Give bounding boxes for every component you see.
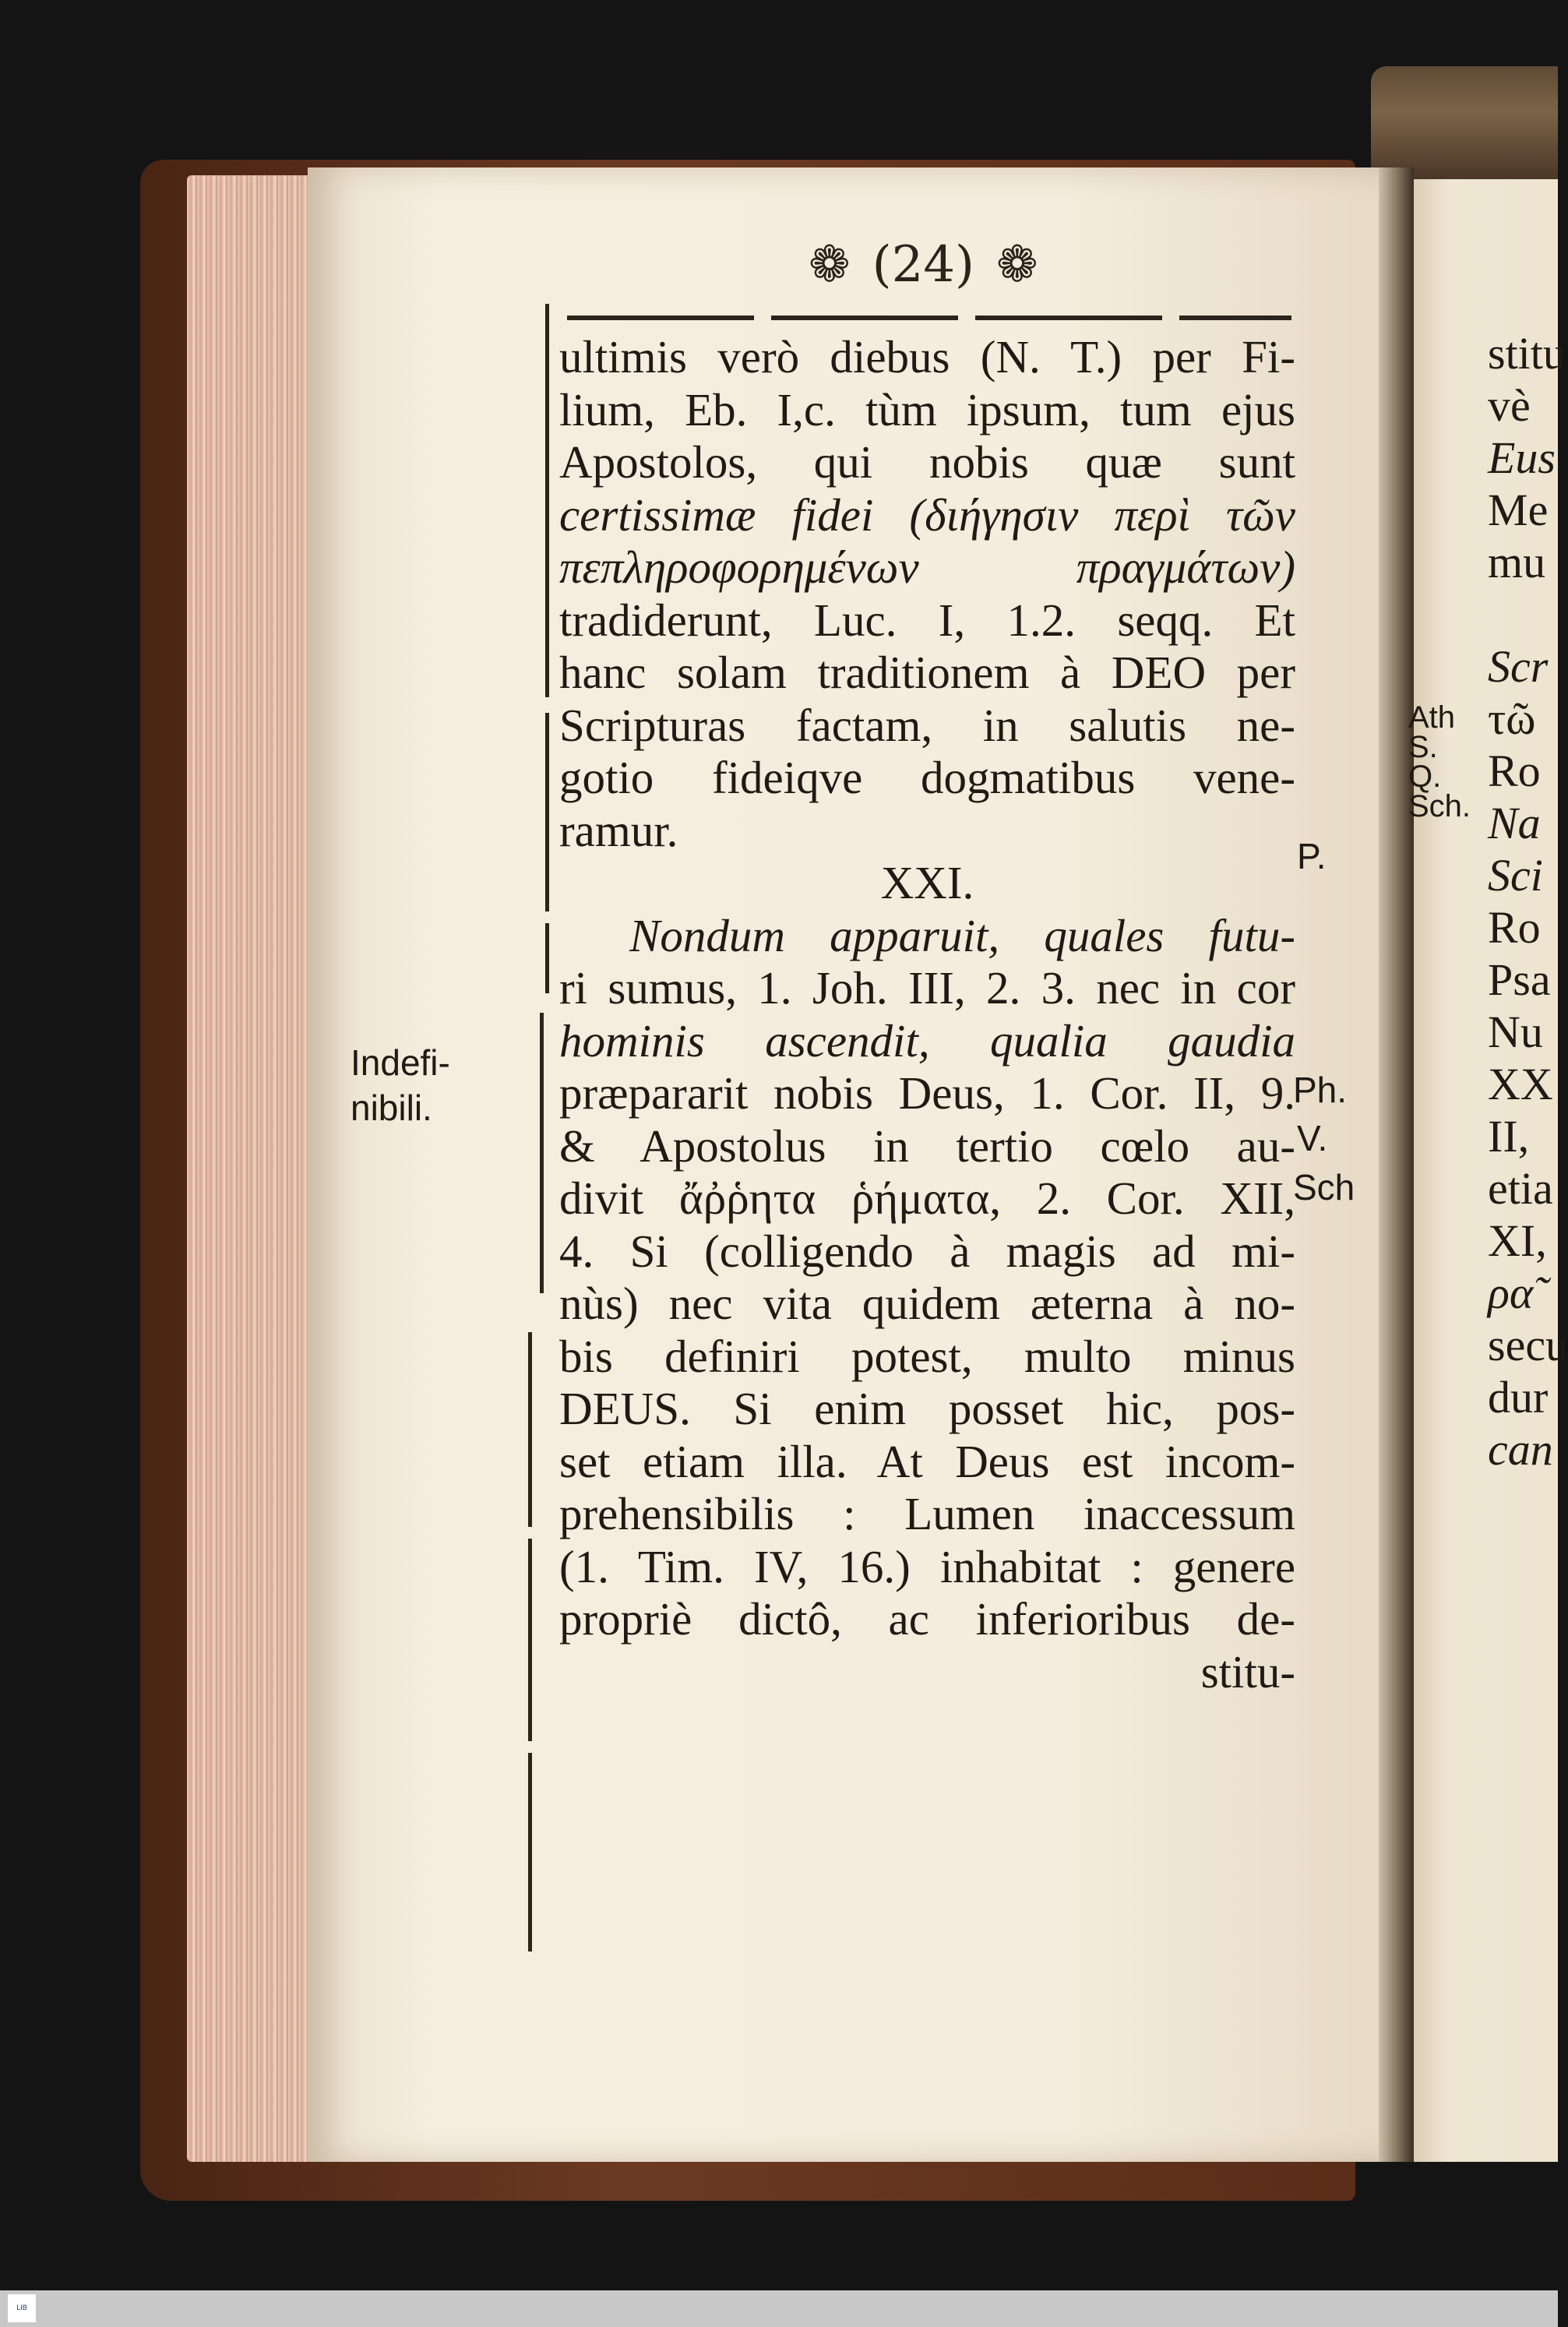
text-line: set etiam illa. At Deus est incom- (559, 1435, 1295, 1487)
header-rule (567, 316, 1291, 320)
page-edges (187, 175, 319, 2162)
facing-margin-line: S. (1408, 730, 1438, 764)
fleuron-icon: ❁ (996, 236, 1038, 294)
facing-line: dur (1488, 1372, 1549, 1423)
text-line: Apostolos, qui nobis quæ sunt (559, 436, 1295, 488)
text-line: bis definiri potest, multo minus (559, 1330, 1295, 1382)
margin-note-right: Sch (1293, 1167, 1355, 1208)
text-line: præpararit nobis Deus, 1. Cor. II, 9. (559, 1067, 1295, 1119)
facing-margin-line: Sch. (1408, 789, 1471, 823)
gutter (1379, 167, 1414, 2162)
text-line: DEUS. Si enim posset hic, pos- (559, 1383, 1295, 1434)
text-line: Scripturas factam, in salutis ne- (559, 699, 1295, 751)
text-line: ultimis verò diebus (N. T.) per Fi- (559, 331, 1295, 383)
facing-line: XI, (1488, 1215, 1547, 1266)
facing-line: XX (1488, 1059, 1553, 1109)
text-line: gotio fideiqve dogmatibus vene- (559, 752, 1295, 803)
facing-line (1488, 588, 1558, 640)
fleuron-icon: ❁ (809, 236, 851, 294)
page-number: (24) (872, 236, 974, 294)
text-line: 4. Si (colligendo à magis ad mi- (559, 1225, 1295, 1277)
viewer-footer (0, 2290, 1558, 2327)
facing-line: ρα̃ (1488, 1268, 1534, 1318)
page-header (787, 234, 1060, 296)
text-line: πεπληροφορημένων πραγμάτων) (559, 541, 1295, 593)
text-line: lium, Eb. I,c. tùm ipsum, tum ejus (559, 383, 1295, 435)
body-text (559, 331, 1295, 1698)
text-line: prehensibilis : Lumen inaccessum (559, 1488, 1295, 1539)
facing-line: Nu (1488, 1007, 1543, 1057)
facing-margin-line: Ath (1408, 700, 1456, 735)
facing-line: Sci (1488, 850, 1543, 901)
facing-line: secu (1488, 1320, 1568, 1370)
text-line: divit ἄῤῥητα ῥήματα, 2. Cor. XII, (559, 1172, 1295, 1224)
facing-margin-line: Q. (1408, 760, 1442, 794)
facing-line: Na (1488, 798, 1541, 848)
margin-note-right: Ph. (1293, 1070, 1348, 1110)
facing-line: Ro (1488, 902, 1541, 953)
margin-note-right: V. (1297, 1118, 1328, 1158)
margin-note-left (351, 1040, 450, 1130)
facing-line: vè (1488, 380, 1531, 431)
margin-rule (545, 713, 549, 911)
text-line: hanc solam traditionem à DEO per (559, 647, 1295, 698)
margin-note-line: nibili. (351, 1088, 432, 1128)
text-line: & Apostolus in tertio cœlo au- (559, 1119, 1295, 1172)
margin-rule (545, 304, 549, 697)
text-line: Nondum apparuit, quales futu- (629, 909, 1295, 961)
facing-line: Scr (1488, 641, 1549, 692)
facing-line: Ro (1488, 746, 1541, 796)
margin-rule (528, 1332, 532, 1527)
facing-line: II, (1488, 1111, 1530, 1162)
text-line: nùs) nec vita quidem æterna à no- (559, 1278, 1295, 1329)
text-line: hominis ascendit, qualia gaudia (559, 1014, 1295, 1067)
margin-note-right: P. (1297, 836, 1327, 876)
catchword: stitu- (1200, 1645, 1295, 1698)
facing-line: etia (1488, 1163, 1553, 1214)
text-line: (1. Tim. IV, 16.) inhabitat : genere (559, 1540, 1295, 1592)
facing-line: Me (1488, 485, 1549, 535)
text-line: ramur. (559, 804, 678, 856)
text-line: certissimæ fidei (διήγησιν περὶ τῶν (559, 488, 1295, 541)
facing-line: τῶ (1488, 693, 1536, 744)
facing-line: mu (1488, 537, 1546, 587)
margin-note-line: Indefi- (351, 1042, 450, 1083)
text-line: ri sumus, 1. Joh. III, 2. 3. nec in cor (559, 962, 1295, 1014)
facing-line: can (1488, 1424, 1553, 1475)
margin-rule (545, 923, 549, 993)
margin-rule (528, 1539, 532, 1741)
library-logo: LIB (8, 2294, 36, 2322)
next-volume-cover (1371, 66, 1558, 179)
margin-rule (540, 1013, 544, 1293)
facing-margin-notes (1408, 700, 1471, 823)
facing-line: Psa (1488, 954, 1551, 1005)
section-heading: XXI. (880, 857, 974, 908)
facing-line: Eus (1488, 432, 1556, 483)
text-line: tradiderunt, Luc. I, 1.2. seqq. Et (559, 594, 1295, 646)
margin-rule (528, 1753, 532, 1952)
facing-page-text (1488, 327, 1568, 1476)
facing-line: stitu (1488, 328, 1566, 379)
text-line: propriè dictô, ac inferioribus de- (559, 1593, 1295, 1645)
